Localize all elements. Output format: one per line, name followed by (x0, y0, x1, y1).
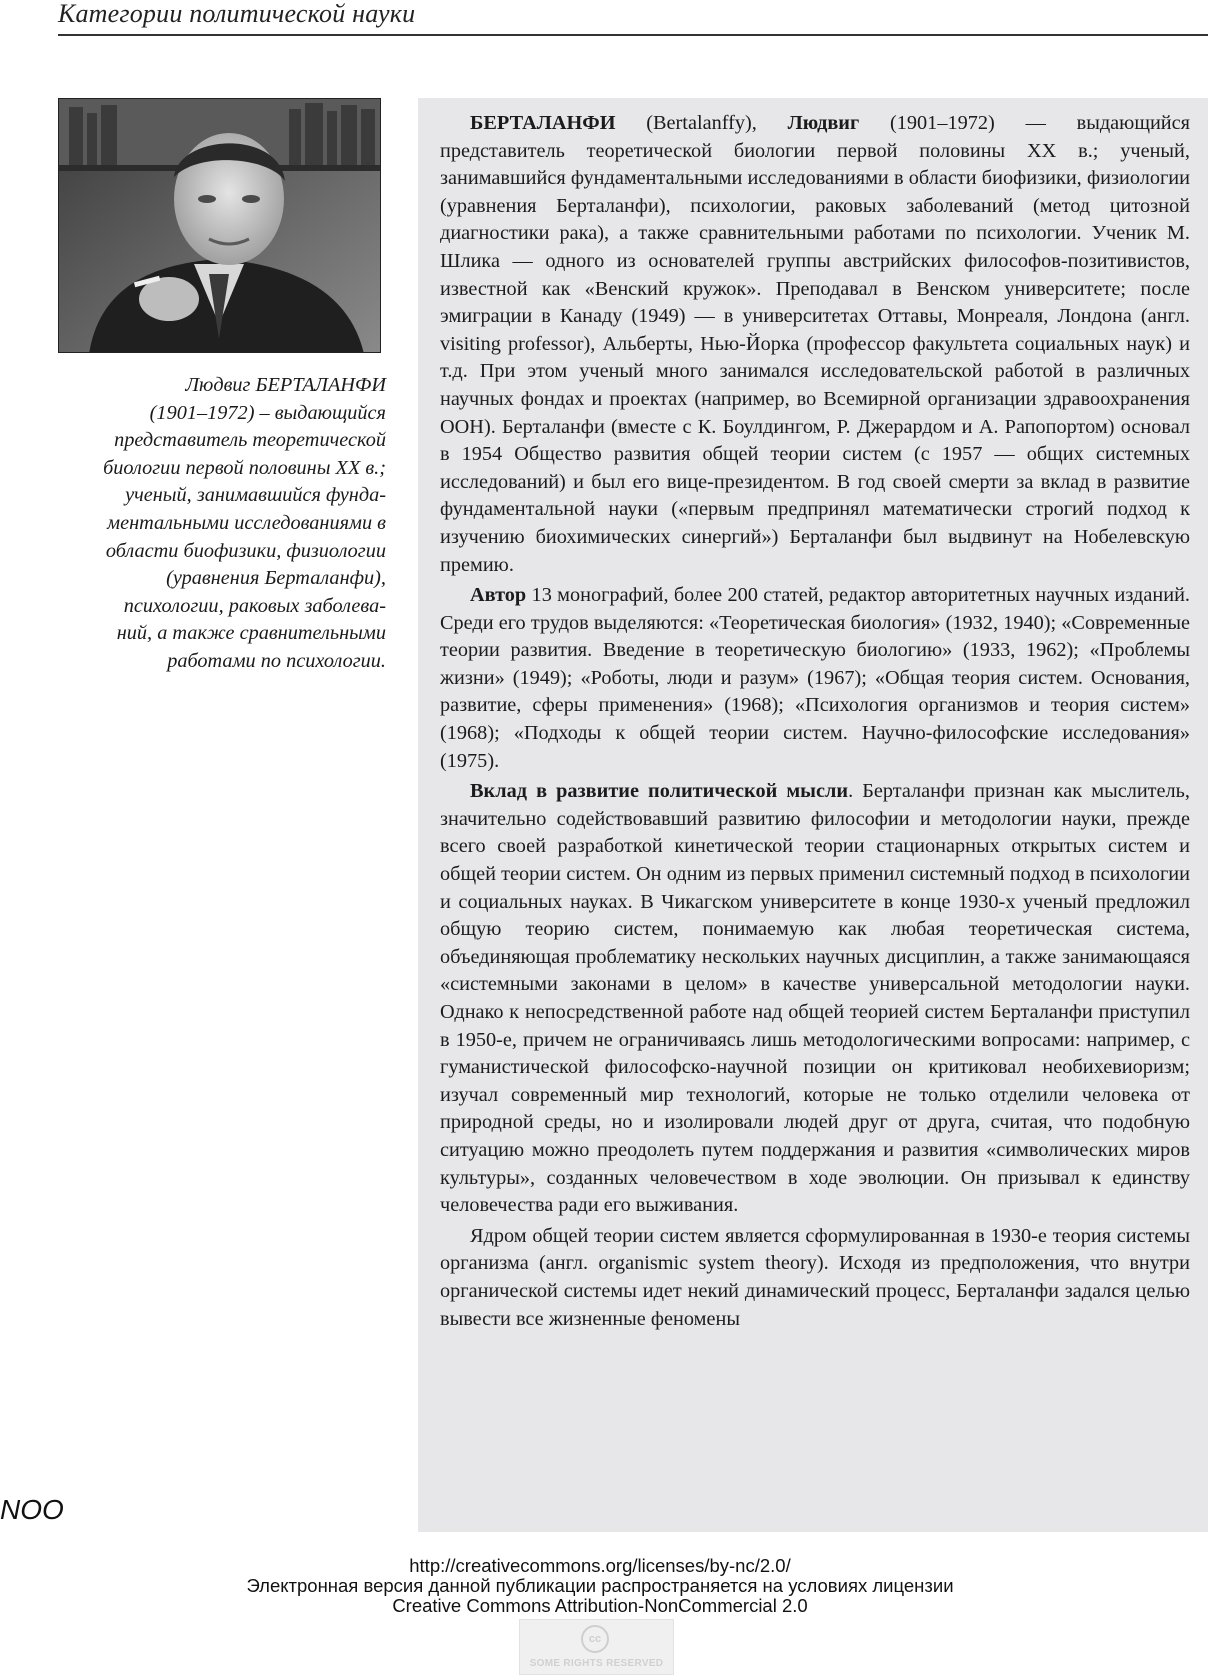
article-paragraph-biography (440, 110, 1190, 579)
license-url[interactable]: http://creativecommons.org/licenses/by-nc/2.0/ (409, 1555, 791, 1576)
portrait-photo (58, 98, 381, 353)
running-title: Категории политической науки (58, 0, 416, 28)
contribution-lead: Вклад в развитие политической мысли (470, 780, 849, 803)
caption-line: области биофизики, физиологии (105, 539, 386, 562)
license-line: Creative Commons Attribution-NonCommercial 2.0 (392, 1595, 808, 1616)
article-body (440, 110, 1190, 1336)
caption-line: работами по психологии. (167, 649, 386, 672)
cc-license-badge[interactable] (519, 1619, 674, 1675)
article-paragraph-contribution (440, 778, 1190, 1220)
theory-text: Ядром общей теории систем является сформулированная в 1930-е теория системы организма (англ. organismic system theory). Исходя из предположения, что внутри органической системы идет некий динамический процесс, Берталанфи задался целью вывести все жизненные феномены (440, 1224, 1190, 1330)
page-number: NOO (0, 1494, 64, 1525)
cc-badge-caption: SOME RIGHTS RESERVED (529, 1658, 664, 1669)
caption-line: ментальными исследованиями в (107, 511, 386, 534)
article-paragraph-works (440, 582, 1190, 775)
contribution-text: . Берталанфи признан как мыслитель, значительно содействовавший развитию философии и методологии науки, прежде всего своей разработкой кинетической теории стационарных открытых систем и общей теории систем. Он одним из первых применил системный подход в психологии и социальных науках. В Чикагском университете в конце 1930-х ученый предложил общую теорию систем, понимаемую как любая теоретическая система, объединяющая проблематику нескольких научных дисциплин, а также занимающаяся «системными законами в целом» в качестве универсальной методологии науки. Однако к непосредственной работе над общей теорией систем Берталанфи приступил в 1950-е, причем не ограничиваясь лишь методологическими вопросами: например, с гуманистической философско-научной позиции он критиковал необихевиоризм; изучал современный мир технологий, которые не только отделили человека от природной среды, но и изолировали людей друг от друга, считая, что подобную ситуацию можно преодолеть путем поддержания и развития «символических миров культуры», созданных человечеством в ходе эволюции. Он призывал к единству человечества ради его выживания. (440, 780, 1190, 1217)
works-lead: Автор (470, 584, 527, 607)
license-line: Электронная версия данной публикации распространяется на условиях лицензии (246, 1575, 954, 1596)
surname: БЕРТАЛАНФИ (470, 112, 616, 134)
caption-line: биологии первой половины XX в.; (103, 456, 386, 479)
running-header (58, 0, 1208, 36)
first-name: Людвиг (787, 112, 860, 134)
caption-line: ний, а также сравнительными (116, 622, 386, 645)
caption-line: Людвиг БЕРТАЛАНФИ (185, 374, 386, 396)
caption-line: (1901–1972) – выдающийся (149, 401, 386, 424)
caption-line: представитель теоретической (114, 429, 386, 452)
caption-line: ученый, занимавшийся фунда- (125, 484, 386, 507)
portrait-caption (58, 372, 386, 676)
license-notice (150, 1556, 1050, 1616)
caption-line: психологии, раковых заболева- (123, 594, 386, 617)
latin-name: (Bertalanffy), (615, 112, 788, 134)
portrait-photo-icon (59, 99, 381, 353)
article-paragraph-theory (440, 1223, 1190, 1333)
biography-text: (1901–1972) — выдающийся представитель теоретической биологии первой половины XX в.; ученый, занимавшийся фундаментальными исследованиями в области биофизики, физиологии (уравнения Берталанфи), психологии, раковых заболеваний (метод цитозной диагностики рака), а также сравнительными работами по психологии. Ученик М. Шлика — одного из основателей группы австрийских философов-позитивистов, известной как «Венский кружок». Преподавал в Венском университете; после эмиграции в Канаду (1949) — в университетах Оттавы, Монреаля, Лондона (англ. visiting professor), Альберты, Нью-Йорка (профессор факультета социальных наук) и т.д. При этом ученый много занимался исследовательской работой в различных научных фондах и проектах (например, во Всемирной организации здравоохранения ООН). Берталанфи (вместе с К. Боулдингом, Р. Джерардом и А. Рапопортом) основал в 1954 Общество развития общей теории систем (с 1957 — общих системных исследований) и был его вице-президентом. В год своей смерти за вклад в развитие фундаментальной науки («первым предпринял математически строгий подход к изучению биохимических синергий») Берталанфи был выдвинут на Нобелевскую премию. (440, 112, 1190, 576)
works-text: 13 монографий, более 200 статей, редактор авторитетных научных изданий. Среди его трудов выделяются: «Теоретическая биология» (1932, 1940); «Современные теории развития. Введение в теоретическую биологию» (1933, 1962); «Проблемы жизни» (1949); «Роботы, люди и разум» (1967); «Общая теория систем. Основания, развитие, сферы применения» (1968); «Психология организмов и теория систем» (1968); «Подходы к общей теории систем. Научно-философские исследования» (1975). (440, 584, 1190, 772)
cc-icon: cc (581, 1625, 609, 1653)
caption-line: (уравнения Берталанфи), (166, 567, 386, 590)
